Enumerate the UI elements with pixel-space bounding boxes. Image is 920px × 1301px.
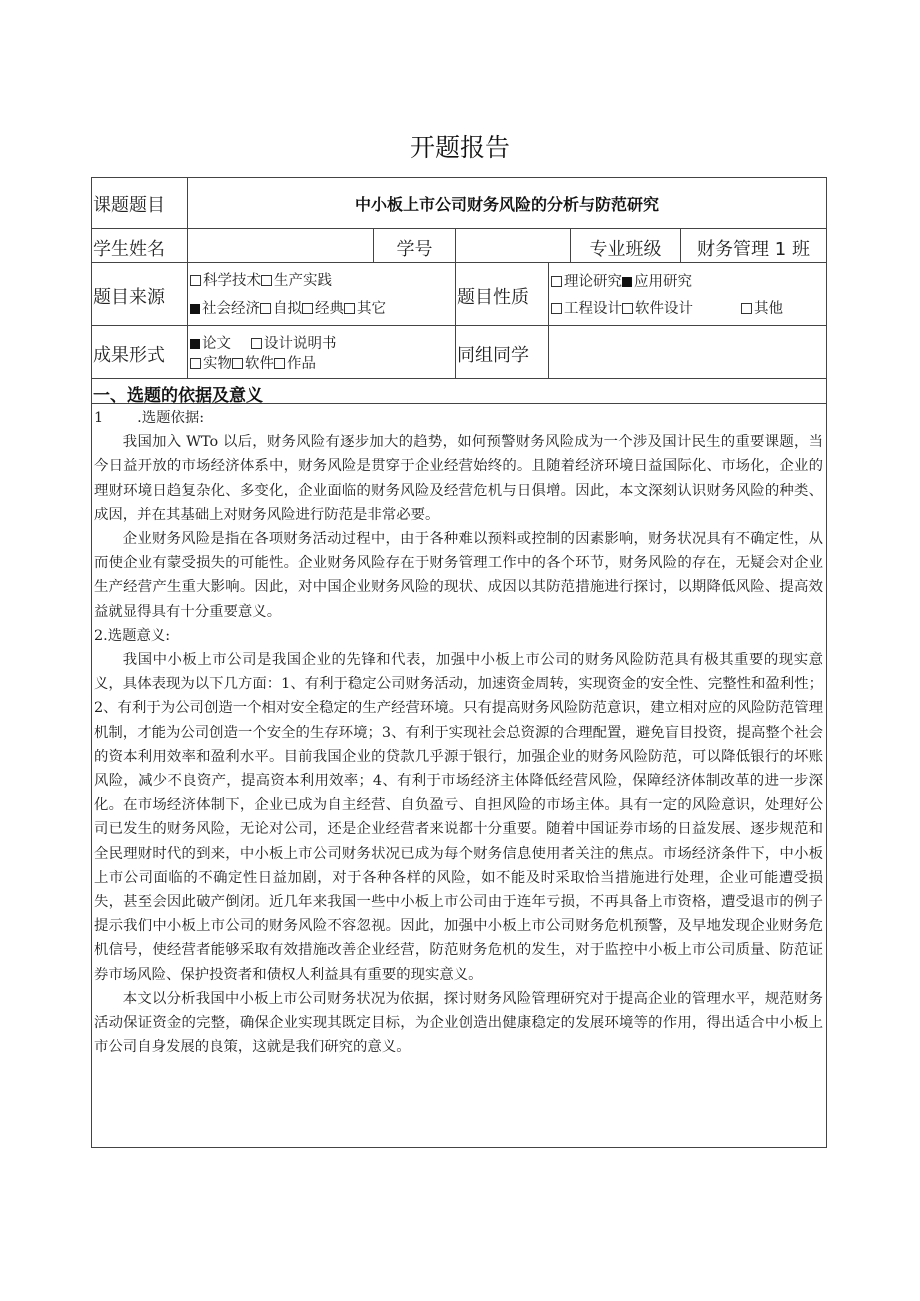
- option-label: 其它: [357, 301, 386, 317]
- nature-options-line2: [551, 297, 693, 318]
- checkbox-thesis[interactable]: [190, 339, 200, 349]
- paragraph: 企业财务风险是指在各项财务活动过程中，由于各种难以预料或控制的因素影响，财务状况具有不确定性，从而使企业有蒙受损失的可能性。企业财务风险存在于财务管理工作中的各个环节，财务风险的存在，无疑会对企业生产经营产生重大影响。因此，对中国企业财务风险的现状、成因以其防范措施进行探讨，以期降低风险、提高效益就显得具有十分重要意义。: [94, 531, 823, 620]
- student-name-field[interactable]: [188, 229, 373, 262]
- sub1-heading: 1 .选题依据:: [94, 410, 205, 426]
- option-label: 作品: [287, 356, 316, 372]
- checkbox-self-proposed[interactable]: [260, 303, 271, 314]
- paragraph: 本文以分析我国中小板上市公司财务状况为依据，探讨财务风险管理研究对于提高企业的管理水平，规范财务活动保证资金的完整，确保企业实现其既定目标，为企业创造出健康稳定的发展环境等的作用，得出适合中小板上市公司自身发展的良策，这就是我们研究的意义。: [94, 990, 823, 1056]
- table-border-right: [826, 177, 827, 1148]
- section1-body: [94, 406, 823, 1059]
- option-label: 科学技术: [203, 273, 261, 289]
- nature-options-line1: [551, 270, 692, 291]
- checkbox-other[interactable]: [344, 303, 355, 314]
- nature-label: 题目性质: [457, 287, 529, 308]
- document-title: 开题报告: [409, 133, 510, 162]
- table-border-bottom: [91, 1147, 827, 1148]
- option-label: 生产实践: [274, 273, 332, 289]
- option-label: 软件: [245, 356, 274, 372]
- option-label: 实物: [203, 356, 232, 372]
- student-id-label: 学号: [396, 239, 433, 260]
- output-options-line2: [190, 352, 316, 373]
- topic-label: 课题题目: [93, 195, 165, 216]
- checkbox-software-design[interactable]: [622, 303, 633, 314]
- table-border-top: [91, 177, 827, 178]
- checkbox-science-tech[interactable]: [190, 275, 201, 286]
- option-label: 自拟: [273, 301, 302, 317]
- row-divider: [91, 378, 827, 379]
- checkbox-artwork[interactable]: [274, 358, 285, 369]
- checkbox-engineering-design[interactable]: [551, 303, 562, 314]
- option-label: 工程设计: [564, 301, 622, 317]
- checkbox-physical-object[interactable]: [190, 358, 201, 369]
- option-label: 经典: [315, 301, 344, 317]
- checkbox-classic[interactable]: [302, 303, 313, 314]
- major-class-label: 专业班级: [589, 239, 662, 260]
- option-label: 应用研究: [634, 274, 692, 290]
- source-options-line1: [190, 269, 332, 290]
- paragraph: 我国中小板上市公司是我国企业的先锋和代表，加强中小板上市公司的财务风险防范具有极其重要的现实意义，具体表现为以下几方面：1、有利于稳定公司财务活动，加速资金周转，实现资金的安全性、完整性和盈利性；2、有利于为公司创造一个相对安全稳定的生产经营环境。只有提高财务风险防范意识，建立相对应的风险防范管理机制，才能为公司创造一个安全的生存环境；3、有利于实现社会总资源的合理配置，避免盲目投资，提高整个社会的资本利用效率和盈利水平。目前我国企业的贷款几乎源于银行，加强企业的财务风险防范，可以降低银行的坏账风险，减少不良资产，提高资本利用效率；4、有利于市场经济主体降低经营风险，保障经济体制改革的进一步深化。在市场经济体制下，企业已成为自主经营、自负盈亏、自担风险的市场主体。具有一定的风险意识，处理好公司已发生的财务风险，无论对公司，还是企业经营者来说都十分重要。随着中国证券市场的日益发展、逐步规范和全民理财时代的到来，中小板上市公司财务状况已成为每个财务信息使用者关注的焦点。市场经济条件下，中小板上市公司面临的不确定性日益加剧，对于各种各样的风险，如不能及时采取恰当措施进行处理，企业可能遭受损失，甚至会因此破产倒闭。近几年来我国一些中小板上市公司由于连年亏损，不再具备上市资格，遭受退市的例子提示我们中小板上市公司的财务风险不容忽视。因此，加强中小板上市公司财务危机预警，及早地发现企业财务危机信号，使经营者能够采取有效措施改善企业经营，防范财务危机的发生，对于监控中小板上市公司质量、防范证券市场风险、保护投资者和债权人利益具有重要的现实意义。: [94, 652, 823, 983]
- output-form-label: 成果形式: [93, 345, 165, 366]
- student-name-label: 学生姓名: [93, 239, 165, 260]
- source-options-line2: [190, 297, 386, 318]
- table-border-left: [91, 177, 92, 1148]
- checkbox-design-spec[interactable]: [251, 338, 262, 349]
- output-options-line1: [190, 332, 337, 353]
- checkbox-applied-research[interactable]: [622, 277, 632, 287]
- sub2-heading: 2.选题意义:: [94, 627, 171, 644]
- option-label: 其他: [754, 301, 783, 317]
- source-label: 题目来源: [93, 287, 165, 308]
- checkbox-theoretical-research[interactable]: [551, 276, 562, 287]
- option-label: 理论研究: [564, 274, 622, 290]
- paragraph: 我国加入 WTo 以后，财务风险有逐步加大的趋势，如何预警财务风险成为一个涉及国计民生的重要课题，当今日益开放的市场经济体系中，财务风险是贯穿于企业经营始终的。且随着经济环境日益国际化、市场化，企业的理财环境日趋复杂化、多变化，企业面临的财务风险及经营危机与日俱增。因此，本文深刻认识财务风险的种类、成因，并在其基础上对财务风险进行防范是非常必要。: [94, 434, 823, 523]
- row-divider: [91, 262, 827, 263]
- option-label: 论文: [202, 336, 231, 352]
- checkbox-social-economy[interactable]: [190, 304, 200, 314]
- student-id-field[interactable]: [456, 229, 570, 262]
- section1-heading: 一、选题的依据及意义: [93, 386, 263, 406]
- option-label: 设计说明书: [264, 336, 337, 352]
- option-label: 社会经济: [202, 301, 260, 317]
- checkbox-production-practice[interactable]: [261, 275, 272, 286]
- checkbox-software[interactable]: [232, 358, 243, 369]
- group-members-field[interactable]: [549, 326, 826, 378]
- option-label: 软件设计: [635, 301, 693, 317]
- major-class-value[interactable]: 财务管理 1 班: [697, 239, 810, 260]
- topic-value[interactable]: 中小板上市公司财务风险的分析与防范研究: [354, 195, 659, 214]
- checkbox-nature-other[interactable]: [741, 303, 752, 314]
- nature-option-other: [741, 297, 783, 318]
- group-members-label: 同组同学: [457, 345, 529, 366]
